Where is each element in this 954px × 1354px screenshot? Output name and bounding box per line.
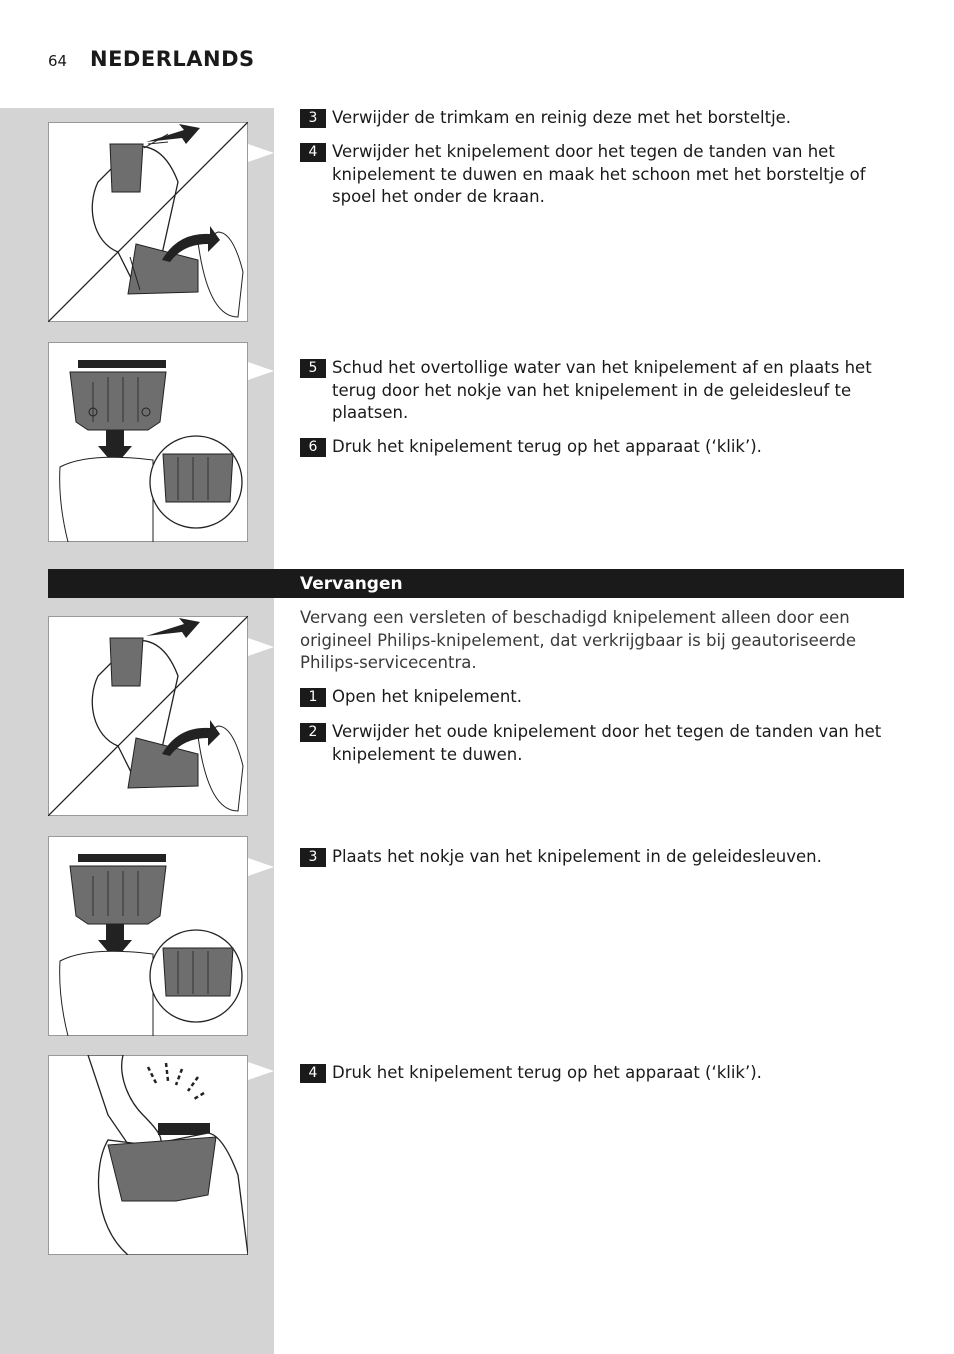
step-item bbox=[300, 721, 900, 766]
step-item bbox=[300, 1062, 900, 1085]
step-number: 1 bbox=[300, 688, 326, 707]
step-text: Verwijder het oude knipelement door het tegen de tanden van het knipelement te duwen. bbox=[332, 722, 882, 764]
callout-notch bbox=[248, 362, 274, 380]
callout-notch bbox=[248, 144, 274, 162]
callout-notch bbox=[248, 1062, 274, 1080]
section-title: Vervangen bbox=[300, 574, 403, 594]
step-text: Verwijder de trimkam en reinig deze met het borsteltje. bbox=[332, 108, 792, 127]
step-number: 5 bbox=[300, 359, 326, 378]
step-text: Druk het knipelement terug op het apparaat (‘klik’). bbox=[332, 437, 762, 456]
step-item bbox=[300, 436, 900, 459]
step-text: Schud het overtollige water van het knipelement af en plaats het terug door het nokje van het knipelement in de geleidesleuf te plaatsen. bbox=[332, 358, 872, 422]
illustration-insert-blade bbox=[48, 836, 248, 1036]
section-header-bar bbox=[48, 569, 904, 598]
page-number: 64 bbox=[48, 52, 68, 70]
step-text: Plaats het nokje van het knipelement in de geleidesleuven. bbox=[332, 847, 822, 866]
step-item bbox=[300, 141, 900, 209]
illustration-press-click bbox=[48, 1055, 248, 1255]
step-number: 6 bbox=[300, 438, 326, 457]
step-number: 4 bbox=[300, 143, 326, 162]
page-title: NEDERLANDS bbox=[90, 47, 255, 71]
step-text: Druk het knipelement terug op het apparaat (‘klik’). bbox=[332, 1063, 762, 1082]
step-number: 3 bbox=[300, 848, 326, 867]
step-number: 2 bbox=[300, 723, 326, 742]
illustration-place-blade bbox=[48, 342, 248, 542]
step-text: Verwijder het knipelement door het tegen de tanden van het knipelement te duwen en maak het schoon met het borsteltje of spoel het onder de kraan. bbox=[332, 142, 866, 206]
step-item bbox=[300, 846, 900, 869]
step-text: Open het knipelement. bbox=[332, 687, 522, 706]
step-item bbox=[300, 107, 900, 130]
step-number: 4 bbox=[300, 1064, 326, 1083]
step-item bbox=[300, 686, 900, 709]
section-intro: Vervang een versleten of beschadigd knipelement alleen door een origineel Philips-knipelement, dat verkrijgbaar is bij geautoriseerde Philips-servicecentra. bbox=[300, 608, 857, 672]
illustration-remove-old-blade bbox=[48, 616, 248, 816]
step-number: 3 bbox=[300, 109, 326, 128]
callout-notch bbox=[248, 638, 274, 656]
illustration-remove-blade bbox=[48, 122, 248, 322]
step-item bbox=[300, 357, 900, 425]
callout-notch bbox=[248, 858, 274, 876]
